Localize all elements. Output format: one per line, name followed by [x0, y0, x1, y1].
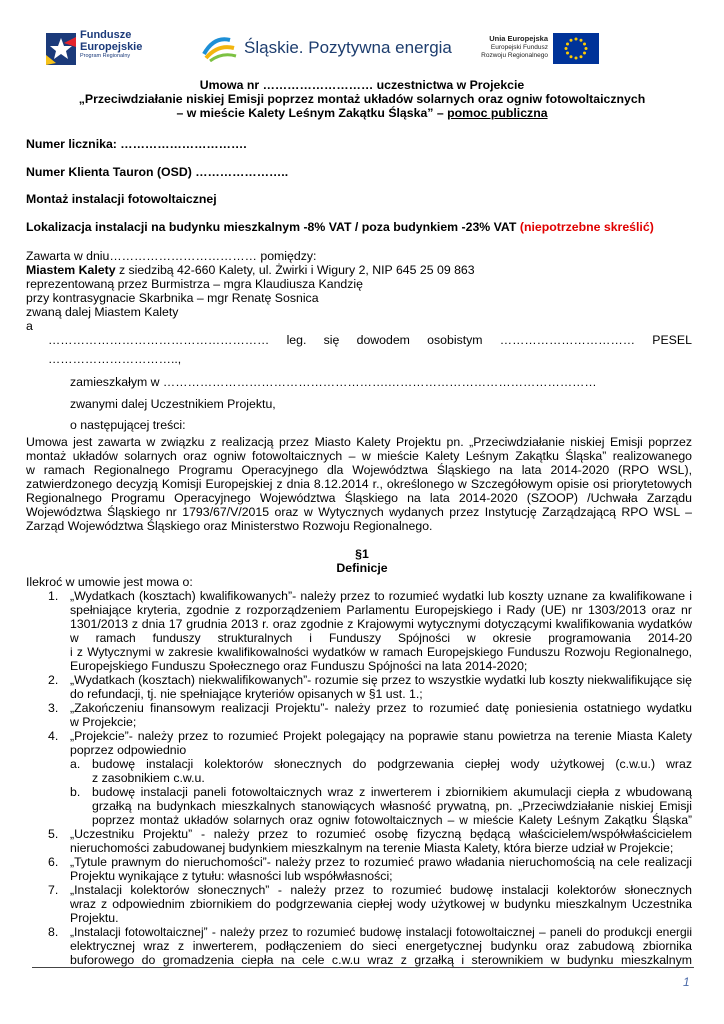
def-4a-letter: a. — [70, 757, 81, 771]
def-2-line-2: do refundacji, tj. nie spełniające kryteriów opisanych w §1 ust. 1.; — [70, 687, 423, 701]
footer-rule — [32, 967, 694, 968]
title-line2: „Przeciwdziałanie niskiej Emisji poprzez montaż układów solarnych oraz ogniw fotowoltaicznych — [78, 92, 646, 106]
def-1-line-3: 1301/2013 z dnia 17 grudnia 2013 r. oraz zgodnie z Krajowymi wytycznymi dotyczącymi kwalifikowania wydatków — [70, 617, 692, 631]
def-6-line-1: „Tytule prawnym do nieruchomości”- należy przez to rozumieć prawo władania nieruchomością na cele realizacji — [70, 855, 692, 869]
section-title: Definicje — [336, 561, 388, 575]
def-7-line-3: Projektu. — [70, 911, 119, 925]
uczestnik-dane-line — [48, 333, 692, 347]
intro-line-5: Regionalnego Programu Operacyjnego Województwa Śląskiego na lata 2014-2020 (SZOOP) /Uchwała Zarządu — [26, 491, 692, 505]
slaskie-logo — [200, 34, 452, 66]
ue-logo-line1: Europejski Fundusz — [490, 44, 548, 51]
eu-flag-icon — [553, 33, 599, 64]
ilekroc: Ilekroć w umowie jest mowa o: — [26, 575, 193, 589]
def-2-line-1: „Wydatkach (kosztach) niekwalifikowanych”- rozumie się przez to wszystkie wydatki lub koszty niekwalifikujące się — [70, 673, 692, 687]
slaskie-logo-text: Śląskie. Pozytywna energia — [244, 38, 452, 57]
unia-europejska-logo — [470, 33, 602, 69]
intro-line-1: Umowa jest zawarta w związku z realizacją przez Miasto Kalety Projektu pn. „Przeciwdziałanie niskiej Emisji poprzez — [26, 435, 692, 449]
niepotrzebne-skreslic: (niepotrzebne skreślić) — [519, 220, 654, 234]
def-2-number: 2. — [48, 673, 59, 687]
def-4b-line-2: grzałką na budynkach mieszkalnych stanowiących własność prywatną, pn. „Przeciwdziałanie niskiej Emisji — [92, 799, 692, 813]
pesel-word: PESEL — [652, 333, 692, 347]
dowodem-word: dowodem — [356, 333, 410, 347]
def-5-number: 5. — [48, 827, 59, 841]
def-8-line-1: „Instalacji fotowoltaicznej” - należy przez to rozumieć budowę instalacji fotowoltaicznej – paneli do produkcji energii — [70, 925, 692, 939]
numer-licznika: Numer licznika: …………………………. — [26, 137, 247, 151]
def-4-line-1: „Projekcie”- należy przez to rozumieć Projekt polegający na poprawie stanu powietrza na terenie Miasta Kalety — [70, 729, 692, 743]
def-3-line-2: w Projekcie; — [70, 715, 137, 729]
def-7-line-2: wraz z odpowiednim zbiornikiem do podgrzewania ciepłej wody użytkowej w budynku mieszkalnym Uczestnika — [70, 897, 692, 911]
party-a: a — [26, 319, 33, 333]
pesel-blank: ………………………….., — [48, 352, 182, 366]
zawarta-w-dniu: Zawarta w dniu……………………………… pomiędzy: — [26, 249, 317, 263]
title-line3 — [0, 106, 724, 120]
numer-klienta: Numer Klienta Tauron (OSD) ………………….. — [26, 165, 289, 179]
section-number: §1 — [355, 547, 369, 561]
def-1-line-2: spełniające kryteria, zgodnie z rozporządzeniem Parlamentu Europejskiego i Rady (UE) nr 1303/2013 oraz nr — [70, 603, 692, 617]
lokalizacja-instalacji — [26, 220, 654, 234]
fe-logo-sub: Program Regionalny — [80, 53, 131, 59]
title-line1: Umowa nr ……………………… uczestnictwa w Projekcie — [199, 78, 525, 92]
dowod-blank: …………………………… — [499, 333, 636, 347]
intro-line-7: Zarząd Województwa Śląskiego oraz Ministerstwo Rozwoju Regionalnego. — [26, 519, 433, 533]
pomoc-publiczna: pomoc publiczna — [447, 106, 548, 120]
def-8-line-3: buforowego do gromadzenia ciepła na cele c.w.u wraz z grzałką i sterownikiem w budynku mieszkalnym — [70, 953, 692, 967]
intro-line-2: montaż układów solarnych oraz ogniw fotowoltaicznych – w mieście Kalety Leśnym Zakątku Śląska” realizowanego — [26, 449, 692, 463]
page-number: 1 — [683, 975, 690, 989]
kontrasygnata: przy kontrasygnacie Skarbnika – mgr Renatę Sosnica — [26, 291, 319, 305]
lokalizacja-text: Lokalizacja instalacji na budynku mieszkalnym -8% VAT / poza budynkiem -23% VAT — [26, 220, 520, 234]
def-4b-line-3: poprzez montaż układów solarnych oraz ogniw fotowoltaicznych – w mieście Kalety Leśnym Zakątku Śląska” — [92, 813, 692, 827]
title-line3-text: – w mieście Kalety Leśnym Zakątku Śląska” – — [176, 106, 448, 120]
intro-line-6: Województwa Śląskiego nr 1793/67/V/2015 oraz w Wytycznych wydanych przez Instytucję Zarządzającą RPO WSL – — [26, 505, 692, 519]
intro-line-3: w ramach Regionalnego Programu Operacyjnego dla Województwa Śląskiego na lata 2014-2020 (RPO WSL), — [26, 463, 692, 477]
montaz-instalacji: Montaż instalacji fotowoltaicznej — [26, 192, 217, 206]
ue-logo-title: Unia Europejska — [489, 34, 548, 43]
reprezentowana: reprezentowaną przez Burmistrza – mgra Klaudiusza Kandzię — [26, 277, 363, 291]
def-7-line-1: „Instalacji kolektorów słonecznych” - należy przez to rozumieć budowę instalacji kolektorów słonecznych — [70, 883, 692, 897]
def-4-number: 4. — [48, 729, 59, 743]
miasto-kalety-address: z siedzibą 42-660 Kalety, ul. Żwirki i Wigury 2, NIP 645 25 09 863 — [115, 263, 475, 277]
def-1-line-4: w ramach funduszy strukturalnych i Funduszy Spójności w okresie programowania 2014-20 — [70, 631, 692, 645]
def-4-line-2: poprzez odpowiednio — [70, 743, 187, 757]
fe-logo-line1: Fundusze — [80, 29, 132, 41]
def-4a-line-2: z zasobnikiem c.w.u. — [92, 771, 205, 785]
def-7-number: 7. — [48, 883, 59, 897]
def-1-line-1: „Wydatkach (kosztach) kwalifikowanych”- należy przez to rozumieć wydatki lub koszty uznane za kwalifikowane i — [70, 589, 692, 603]
zwanym-uczestnikiem: zwanymi dalej Uczestnikiem Projektu, — [70, 397, 276, 411]
def-1-number: 1. — [48, 589, 59, 603]
def-8-line-2: elektrycznej wraz z inwerterem, podłączeniem do sieci energetycznej budynku oraz zabudową zbiornika — [70, 939, 692, 953]
def-1-line-6: Europejskiego Funduszu Społecznego oraz Funduszu Spójności na lata 2014-2020; — [70, 659, 528, 673]
intro-line-4: zatwierdzonego decyzją Komisji Europejskiej z dnia 8.12.2014 r., określonego w Szczegółowym opisie osi priorytetowych — [26, 477, 692, 491]
def-3-number: 3. — [48, 701, 59, 715]
leg-word: leg. — [286, 333, 307, 347]
sie-word: się — [323, 333, 340, 347]
zwana-miastem: zwaną dalej Miastem Kalety — [26, 305, 179, 319]
def-3-line-1: „Zakończeniu finansowym realizacji Projektu”- należy przez to rozumieć datę poniesienia ostatniego wydatku — [70, 701, 692, 715]
ue-logo-line2: Rozwoju Regionalnego — [481, 52, 548, 59]
zamieszkaly: zamieszkałym w ……………………………………………….…………………………………………… — [70, 375, 597, 389]
miasto-kalety — [26, 263, 475, 277]
def-4b-line-1: budowę instalacji paneli fotowoltaicznych wraz z inwerterem i zbiornikiem akumulacji ciepła z wbudowaną — [92, 785, 692, 799]
miasto-kalety-name: Miastem Kalety — [26, 263, 116, 277]
def-1-line-5: i z Wytycznymi w zakresie kwalifikowalności wydatków w ramach Europejskiego Funduszu Rozwoju Regionalnego, — [70, 645, 692, 659]
def-4b-letter: b. — [70, 785, 81, 799]
osobistym-word: osobistym — [427, 333, 483, 347]
fe-logo-line2: Europejskie — [80, 40, 143, 53]
fundusze-europejskie-logo — [46, 29, 156, 73]
slaskie-swirl-icon — [200, 34, 240, 62]
uczestnik-name-blank: ……………………………………………… — [48, 333, 270, 347]
def-6-number: 6. — [48, 855, 59, 869]
def-5-line-1: „Uczestniku Projektu” - należy przez to rozumieć osobę fizyczną będącą właścicielem/współwłaścicielem — [70, 827, 692, 841]
def-5-line-2: nieruchomości zabudowanej budynkiem mieszkalnym na terenie Miasta Kalety, która bierze udział w Projekcie; — [70, 841, 674, 855]
def-6-line-2: Projektu wynikające z tytułu: własności lub współwłasności; — [70, 869, 393, 883]
fe-star-icon — [46, 33, 78, 67]
def-4a-line-1: budowę instalacji kolektorów słonecznych do podgrzewania ciepłej wody użytkowej (c.w.u.) wraz — [92, 757, 692, 771]
def-8-number: 8. — [48, 925, 59, 939]
nastepujacej-tresci: o następującej treści: — [70, 418, 186, 432]
